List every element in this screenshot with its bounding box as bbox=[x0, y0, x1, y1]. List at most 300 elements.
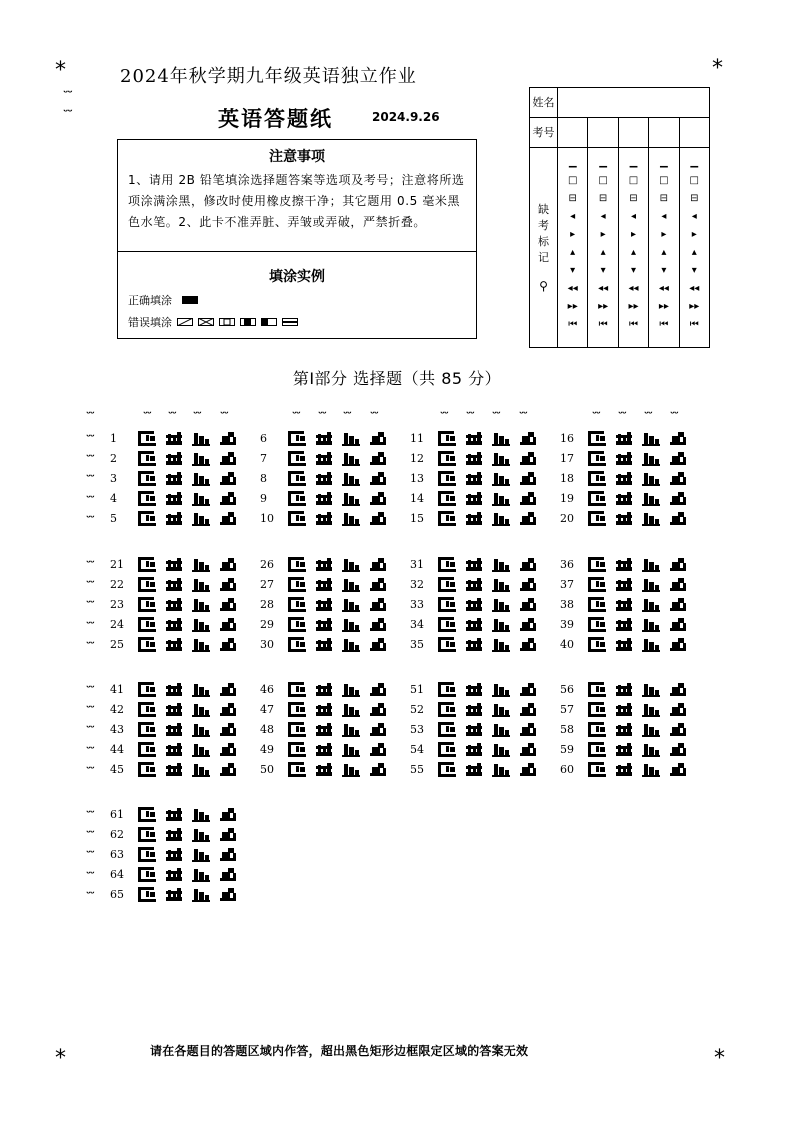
answer-option-d[interactable] bbox=[519, 557, 537, 572]
answer-option-c[interactable] bbox=[492, 617, 510, 632]
question-row bbox=[560, 701, 696, 717]
answer-option-d[interactable] bbox=[669, 451, 687, 466]
bubble-column[interactable] bbox=[588, 148, 618, 348]
answer-option-c[interactable] bbox=[642, 471, 660, 486]
answer-option-b[interactable] bbox=[165, 451, 183, 466]
bubble-column[interactable] bbox=[649, 148, 679, 348]
answer-option-a[interactable] bbox=[588, 617, 606, 632]
answer-option-a[interactable] bbox=[288, 617, 306, 632]
answer-option-c[interactable] bbox=[642, 617, 660, 632]
question-number: 8 bbox=[260, 471, 267, 485]
line-mark-icon bbox=[282, 318, 298, 326]
answer-option-b[interactable] bbox=[465, 762, 483, 777]
corner-mark-top-right: * bbox=[712, 56, 723, 81]
answer-option-d[interactable] bbox=[369, 682, 387, 697]
sheet-title: 英语答题纸 bbox=[218, 107, 333, 131]
answer-option-a[interactable] bbox=[438, 597, 456, 612]
answer-option-a[interactable] bbox=[588, 637, 606, 652]
answer-option-d[interactable] bbox=[219, 827, 237, 842]
answer-option-a[interactable] bbox=[288, 557, 306, 572]
answer-option-b[interactable] bbox=[615, 491, 633, 506]
answer-option-c[interactable] bbox=[192, 491, 210, 506]
answer-option-c[interactable] bbox=[492, 471, 510, 486]
answer-option-c[interactable] bbox=[342, 637, 360, 652]
answer-option-c[interactable] bbox=[342, 471, 360, 486]
answer-option-d[interactable] bbox=[219, 617, 237, 632]
answer-option-b[interactable] bbox=[315, 702, 333, 717]
answer-option-c[interactable] bbox=[642, 597, 660, 612]
answer-option-c[interactable] bbox=[192, 451, 210, 466]
answer-option-b[interactable] bbox=[315, 471, 333, 486]
answer-option-c[interactable] bbox=[342, 577, 360, 592]
answer-option-c[interactable] bbox=[492, 431, 510, 446]
question-row bbox=[260, 701, 396, 717]
answer-option-a[interactable] bbox=[588, 702, 606, 717]
answer-option-d[interactable] bbox=[369, 597, 387, 612]
question-number: 19 bbox=[560, 492, 574, 506]
answer-option-a[interactable] bbox=[288, 451, 306, 466]
answer-option-a[interactable] bbox=[288, 597, 306, 612]
answer-option-b[interactable] bbox=[615, 617, 633, 632]
answer-option-b[interactable] bbox=[615, 742, 633, 757]
answer-option-d[interactable] bbox=[369, 431, 387, 446]
answer-option-b[interactable] bbox=[315, 577, 333, 592]
answer-option-a[interactable] bbox=[438, 762, 456, 777]
answer-option-c[interactable] bbox=[342, 702, 360, 717]
answer-option-d[interactable] bbox=[219, 807, 237, 822]
bubble-column[interactable] bbox=[679, 148, 709, 348]
bubble-glyph: ▸▸ bbox=[658, 301, 669, 312]
question-number: 36 bbox=[560, 557, 574, 571]
answer-option-a[interactable] bbox=[438, 577, 456, 592]
answer-option-d[interactable] bbox=[519, 617, 537, 632]
answer-option-c[interactable] bbox=[192, 867, 210, 882]
name-field[interactable] bbox=[558, 88, 710, 118]
answer-option-a[interactable] bbox=[138, 577, 156, 592]
answer-option-b[interactable] bbox=[315, 451, 333, 466]
answer-option-d[interactable] bbox=[219, 597, 237, 612]
answer-option-d[interactable] bbox=[669, 491, 687, 506]
answer-option-b[interactable] bbox=[165, 557, 183, 572]
answer-option-b[interactable] bbox=[615, 762, 633, 777]
answer-option-d[interactable] bbox=[519, 471, 537, 486]
answer-option-a[interactable] bbox=[438, 722, 456, 737]
answer-option-b[interactable] bbox=[315, 617, 333, 632]
answer-option-b[interactable] bbox=[465, 451, 483, 466]
answer-option-d[interactable] bbox=[669, 431, 687, 446]
answer-option-a[interactable] bbox=[588, 742, 606, 757]
answer-option-d[interactable] bbox=[369, 451, 387, 466]
answer-option-a[interactable] bbox=[138, 617, 156, 632]
answer-option-b[interactable] bbox=[465, 511, 483, 526]
answer-option-c[interactable] bbox=[342, 431, 360, 446]
answer-option-a[interactable] bbox=[438, 682, 456, 697]
answer-option-b[interactable] bbox=[615, 702, 633, 717]
question-row bbox=[260, 430, 396, 446]
answer-option-c[interactable] bbox=[192, 762, 210, 777]
answer-option-a[interactable] bbox=[138, 887, 156, 902]
answer-option-d[interactable] bbox=[669, 637, 687, 652]
answer-option-c[interactable] bbox=[492, 557, 510, 572]
answer-option-d[interactable] bbox=[369, 557, 387, 572]
answer-option-d[interactable] bbox=[219, 887, 237, 902]
answer-option-a[interactable] bbox=[138, 827, 156, 842]
answer-option-c[interactable] bbox=[642, 762, 660, 777]
answer-option-b[interactable] bbox=[315, 431, 333, 446]
answer-option-a[interactable] bbox=[588, 471, 606, 486]
answer-option-d[interactable] bbox=[669, 557, 687, 572]
answer-option-c[interactable] bbox=[192, 827, 210, 842]
answer-option-b[interactable] bbox=[465, 682, 483, 697]
answer-option-d[interactable] bbox=[519, 762, 537, 777]
answer-option-b[interactable] bbox=[615, 637, 633, 652]
bubble-glyph: ◂ bbox=[691, 211, 697, 222]
answer-option-d[interactable] bbox=[519, 702, 537, 717]
answer-option-b[interactable] bbox=[615, 577, 633, 592]
answer-option-b[interactable] bbox=[165, 431, 183, 446]
answer-option-a[interactable] bbox=[438, 637, 456, 652]
question-row bbox=[560, 491, 696, 507]
answer-option-c[interactable] bbox=[192, 722, 210, 737]
answer-option-a[interactable] bbox=[588, 682, 606, 697]
answer-option-d[interactable] bbox=[219, 847, 237, 862]
answer-option-a[interactable] bbox=[588, 491, 606, 506]
answer-option-a[interactable] bbox=[438, 511, 456, 526]
answer-option-a[interactable] bbox=[138, 491, 156, 506]
answer-option-d[interactable] bbox=[369, 471, 387, 486]
answer-option-c[interactable] bbox=[492, 491, 510, 506]
answer-option-d[interactable] bbox=[219, 762, 237, 777]
answer-option-c[interactable] bbox=[642, 722, 660, 737]
answer-option-b[interactable] bbox=[165, 887, 183, 902]
exam-no-digit[interactable] bbox=[558, 118, 588, 148]
answer-option-d[interactable] bbox=[369, 742, 387, 757]
question-row bbox=[110, 556, 246, 572]
answer-option-c[interactable] bbox=[492, 702, 510, 717]
answer-option-b[interactable] bbox=[315, 762, 333, 777]
answer-option-a[interactable] bbox=[588, 451, 606, 466]
answer-option-d[interactable] bbox=[369, 511, 387, 526]
answer-option-b[interactable] bbox=[315, 511, 333, 526]
answer-option-d[interactable] bbox=[669, 682, 687, 697]
answer-option-c[interactable] bbox=[192, 511, 210, 526]
answer-option-b[interactable] bbox=[465, 637, 483, 652]
answer-option-b[interactable] bbox=[615, 722, 633, 737]
answer-option-d[interactable] bbox=[519, 491, 537, 506]
answer-option-c[interactable] bbox=[642, 557, 660, 572]
answer-option-b[interactable] bbox=[615, 511, 633, 526]
answer-option-a[interactable] bbox=[588, 597, 606, 612]
question-number: 57 bbox=[560, 702, 574, 716]
answer-option-b[interactable] bbox=[165, 597, 183, 612]
answer-option-b[interactable] bbox=[615, 557, 633, 572]
answer-option-d[interactable] bbox=[669, 617, 687, 632]
answer-option-b[interactable] bbox=[165, 491, 183, 506]
answer-option-b[interactable] bbox=[165, 682, 183, 697]
answer-option-d[interactable] bbox=[219, 431, 237, 446]
answer-option-d[interactable] bbox=[369, 491, 387, 506]
answer-option-b[interactable] bbox=[315, 722, 333, 737]
answer-option-c[interactable] bbox=[192, 431, 210, 446]
answer-option-c[interactable] bbox=[492, 451, 510, 466]
answer-option-b[interactable] bbox=[315, 491, 333, 506]
answer-option-c[interactable] bbox=[342, 597, 360, 612]
answer-option-d[interactable] bbox=[669, 762, 687, 777]
answer-option-c[interactable] bbox=[642, 577, 660, 592]
answer-option-b[interactable] bbox=[465, 702, 483, 717]
answer-option-b[interactable] bbox=[615, 431, 633, 446]
answer-option-b[interactable] bbox=[465, 471, 483, 486]
answer-option-c[interactable] bbox=[642, 702, 660, 717]
answer-option-a[interactable] bbox=[438, 491, 456, 506]
corner-mark-bottom-right: * bbox=[714, 1046, 725, 1071]
answer-option-c[interactable] bbox=[192, 847, 210, 862]
answer-option-d[interactable] bbox=[519, 742, 537, 757]
answer-option-c[interactable] bbox=[192, 617, 210, 632]
answer-option-a[interactable] bbox=[588, 762, 606, 777]
answer-option-d[interactable] bbox=[669, 471, 687, 486]
answer-option-b[interactable] bbox=[465, 722, 483, 737]
answer-option-a[interactable] bbox=[438, 451, 456, 466]
answer-option-a[interactable] bbox=[138, 847, 156, 862]
question-number: 6 bbox=[260, 431, 267, 445]
answer-option-c[interactable] bbox=[492, 637, 510, 652]
answer-option-d[interactable] bbox=[219, 637, 237, 652]
answer-option-a[interactable] bbox=[588, 577, 606, 592]
bubble-glyph: ▁ bbox=[568, 157, 577, 168]
answer-option-b[interactable] bbox=[165, 762, 183, 777]
answer-option-c[interactable] bbox=[642, 511, 660, 526]
name-label: 姓名 bbox=[530, 88, 558, 118]
answer-option-a[interactable] bbox=[138, 682, 156, 697]
answer-option-b[interactable] bbox=[465, 491, 483, 506]
answer-option-a[interactable] bbox=[288, 577, 306, 592]
answer-option-d[interactable] bbox=[519, 577, 537, 592]
answer-option-a[interactable] bbox=[288, 702, 306, 717]
answer-option-c[interactable] bbox=[342, 557, 360, 572]
answer-option-a[interactable] bbox=[138, 722, 156, 737]
answer-option-c[interactable] bbox=[192, 637, 210, 652]
question-number: 21 bbox=[110, 557, 124, 571]
answer-option-a[interactable] bbox=[288, 471, 306, 486]
answer-option-a[interactable] bbox=[138, 702, 156, 717]
answer-option-c[interactable] bbox=[192, 887, 210, 902]
answer-option-c[interactable] bbox=[192, 742, 210, 757]
question-number: 24 bbox=[110, 618, 124, 632]
answer-option-d[interactable] bbox=[219, 682, 237, 697]
answer-option-d[interactable] bbox=[219, 491, 237, 506]
answer-option-c[interactable] bbox=[492, 577, 510, 592]
answer-option-c[interactable] bbox=[192, 597, 210, 612]
answer-option-c[interactable] bbox=[342, 451, 360, 466]
answer-option-d[interactable] bbox=[669, 742, 687, 757]
answer-option-a[interactable] bbox=[138, 597, 156, 612]
answer-option-c[interactable] bbox=[492, 597, 510, 612]
answer-option-c[interactable] bbox=[342, 511, 360, 526]
answer-option-a[interactable] bbox=[588, 557, 606, 572]
question-row bbox=[560, 511, 696, 527]
question-number: 7 bbox=[260, 451, 267, 465]
answer-option-a[interactable] bbox=[588, 511, 606, 526]
answer-option-c[interactable] bbox=[342, 722, 360, 737]
answer-option-a[interactable] bbox=[138, 867, 156, 882]
answer-option-d[interactable] bbox=[369, 762, 387, 777]
answer-option-d[interactable] bbox=[219, 742, 237, 757]
question-number: 39 bbox=[560, 618, 574, 632]
answer-option-a[interactable] bbox=[438, 617, 456, 632]
answer-option-a[interactable] bbox=[438, 557, 456, 572]
answer-option-b[interactable] bbox=[465, 557, 483, 572]
answer-option-c[interactable] bbox=[192, 702, 210, 717]
answer-option-c[interactable] bbox=[642, 431, 660, 446]
answer-option-b[interactable] bbox=[165, 702, 183, 717]
answer-option-a[interactable] bbox=[138, 807, 156, 822]
answer-option-a[interactable] bbox=[588, 431, 606, 446]
answer-option-d[interactable] bbox=[219, 557, 237, 572]
answer-option-a[interactable] bbox=[138, 637, 156, 652]
answer-option-a[interactable] bbox=[138, 511, 156, 526]
answer-option-b[interactable] bbox=[165, 577, 183, 592]
answer-option-a[interactable] bbox=[438, 471, 456, 486]
answer-option-b[interactable] bbox=[465, 597, 483, 612]
answer-option-a[interactable] bbox=[588, 722, 606, 737]
bubble-column[interactable] bbox=[618, 148, 648, 348]
answer-option-d[interactable] bbox=[519, 511, 537, 526]
answer-option-c[interactable] bbox=[342, 617, 360, 632]
tick-mark: ᵕᵕ bbox=[86, 558, 94, 569]
answer-option-c[interactable] bbox=[342, 742, 360, 757]
answer-option-a[interactable] bbox=[438, 431, 456, 446]
answer-option-b[interactable] bbox=[315, 742, 333, 757]
answer-option-d[interactable] bbox=[519, 597, 537, 612]
question-number: 31 bbox=[410, 557, 424, 571]
answer-option-b[interactable] bbox=[165, 617, 183, 632]
answer-option-c[interactable] bbox=[192, 682, 210, 697]
answer-option-a[interactable] bbox=[138, 471, 156, 486]
answer-option-a[interactable] bbox=[288, 491, 306, 506]
answer-option-a[interactable] bbox=[138, 762, 156, 777]
answer-option-d[interactable] bbox=[369, 722, 387, 737]
answer-option-d[interactable] bbox=[519, 722, 537, 737]
answer-option-b[interactable] bbox=[165, 637, 183, 652]
answer-option-b[interactable] bbox=[465, 742, 483, 757]
answer-option-c[interactable] bbox=[492, 511, 510, 526]
answer-option-d[interactable] bbox=[669, 511, 687, 526]
answer-option-d[interactable] bbox=[519, 637, 537, 652]
answer-option-d[interactable] bbox=[669, 722, 687, 737]
answer-option-d[interactable] bbox=[369, 637, 387, 652]
answer-option-a[interactable] bbox=[138, 742, 156, 757]
answer-option-a[interactable] bbox=[288, 637, 306, 652]
answer-option-c[interactable] bbox=[492, 762, 510, 777]
answer-option-b[interactable] bbox=[615, 451, 633, 466]
answer-option-a[interactable] bbox=[288, 682, 306, 697]
answer-option-d[interactable] bbox=[219, 577, 237, 592]
answer-option-b[interactable] bbox=[465, 577, 483, 592]
answer-option-c[interactable] bbox=[642, 637, 660, 652]
answer-option-d[interactable] bbox=[219, 451, 237, 466]
answer-option-b[interactable] bbox=[315, 557, 333, 572]
answer-option-a[interactable] bbox=[138, 431, 156, 446]
answer-option-c[interactable] bbox=[342, 491, 360, 506]
answer-option-c[interactable] bbox=[492, 682, 510, 697]
answer-option-b[interactable] bbox=[615, 682, 633, 697]
bubble-glyph: ▸ bbox=[600, 229, 606, 240]
answer-option-b[interactable] bbox=[315, 637, 333, 652]
answer-option-d[interactable] bbox=[669, 577, 687, 592]
answer-option-d[interactable] bbox=[369, 577, 387, 592]
answer-option-a[interactable] bbox=[438, 702, 456, 717]
answer-option-b[interactable] bbox=[165, 471, 183, 486]
answer-option-b[interactable] bbox=[465, 617, 483, 632]
answer-option-c[interactable] bbox=[642, 491, 660, 506]
answer-option-b[interactable] bbox=[165, 847, 183, 862]
answer-option-d[interactable] bbox=[519, 451, 537, 466]
answer-option-a[interactable] bbox=[288, 742, 306, 757]
bubble-glyph: ▴ bbox=[600, 247, 606, 258]
answer-option-d[interactable] bbox=[519, 682, 537, 697]
exam-no-digit[interactable] bbox=[588, 118, 618, 148]
answer-option-d[interactable] bbox=[519, 431, 537, 446]
exam-no-digit[interactable] bbox=[618, 118, 648, 148]
answer-option-a[interactable] bbox=[138, 557, 156, 572]
answer-option-c[interactable] bbox=[492, 742, 510, 757]
answer-option-c[interactable] bbox=[342, 682, 360, 697]
answer-option-d[interactable] bbox=[669, 597, 687, 612]
answer-option-a[interactable] bbox=[288, 722, 306, 737]
answer-option-b[interactable] bbox=[615, 597, 633, 612]
answer-option-a[interactable] bbox=[138, 451, 156, 466]
bubble-glyph: ⏮ bbox=[568, 319, 578, 330]
answer-option-b[interactable] bbox=[315, 682, 333, 697]
answer-option-d[interactable] bbox=[369, 702, 387, 717]
answer-option-b[interactable] bbox=[165, 867, 183, 882]
answer-option-c[interactable] bbox=[192, 807, 210, 822]
answer-option-b[interactable] bbox=[165, 827, 183, 842]
answer-option-d[interactable] bbox=[219, 702, 237, 717]
answer-option-c[interactable] bbox=[192, 471, 210, 486]
answer-option-b[interactable] bbox=[165, 511, 183, 526]
answer-option-b[interactable] bbox=[165, 807, 183, 822]
answer-option-d[interactable] bbox=[669, 702, 687, 717]
answer-option-a[interactable] bbox=[438, 742, 456, 757]
answer-option-a[interactable] bbox=[288, 511, 306, 526]
answer-option-c[interactable] bbox=[642, 682, 660, 697]
answer-option-d[interactable] bbox=[219, 867, 237, 882]
exam-no-digit[interactable] bbox=[649, 118, 679, 148]
answer-option-a[interactable] bbox=[288, 762, 306, 777]
answer-option-a[interactable] bbox=[288, 431, 306, 446]
bubble-column[interactable] bbox=[558, 148, 588, 348]
answer-option-c[interactable] bbox=[192, 557, 210, 572]
answer-option-b[interactable] bbox=[315, 597, 333, 612]
answer-option-d[interactable] bbox=[219, 511, 237, 526]
answer-option-c[interactable] bbox=[492, 722, 510, 737]
answer-option-b[interactable] bbox=[165, 722, 183, 737]
answer-option-c[interactable] bbox=[342, 762, 360, 777]
answer-option-b[interactable] bbox=[615, 471, 633, 486]
answer-option-c[interactable] bbox=[192, 577, 210, 592]
corner-mark-top-left: * bbox=[55, 58, 66, 83]
answer-option-b[interactable] bbox=[465, 431, 483, 446]
answer-option-b[interactable] bbox=[165, 742, 183, 757]
answer-option-c[interactable] bbox=[642, 451, 660, 466]
answer-option-d[interactable] bbox=[369, 617, 387, 632]
answer-option-d[interactable] bbox=[219, 722, 237, 737]
answer-option-c[interactable] bbox=[642, 742, 660, 757]
answer-option-d[interactable] bbox=[219, 471, 237, 486]
exam-no-digit[interactable] bbox=[679, 118, 709, 148]
